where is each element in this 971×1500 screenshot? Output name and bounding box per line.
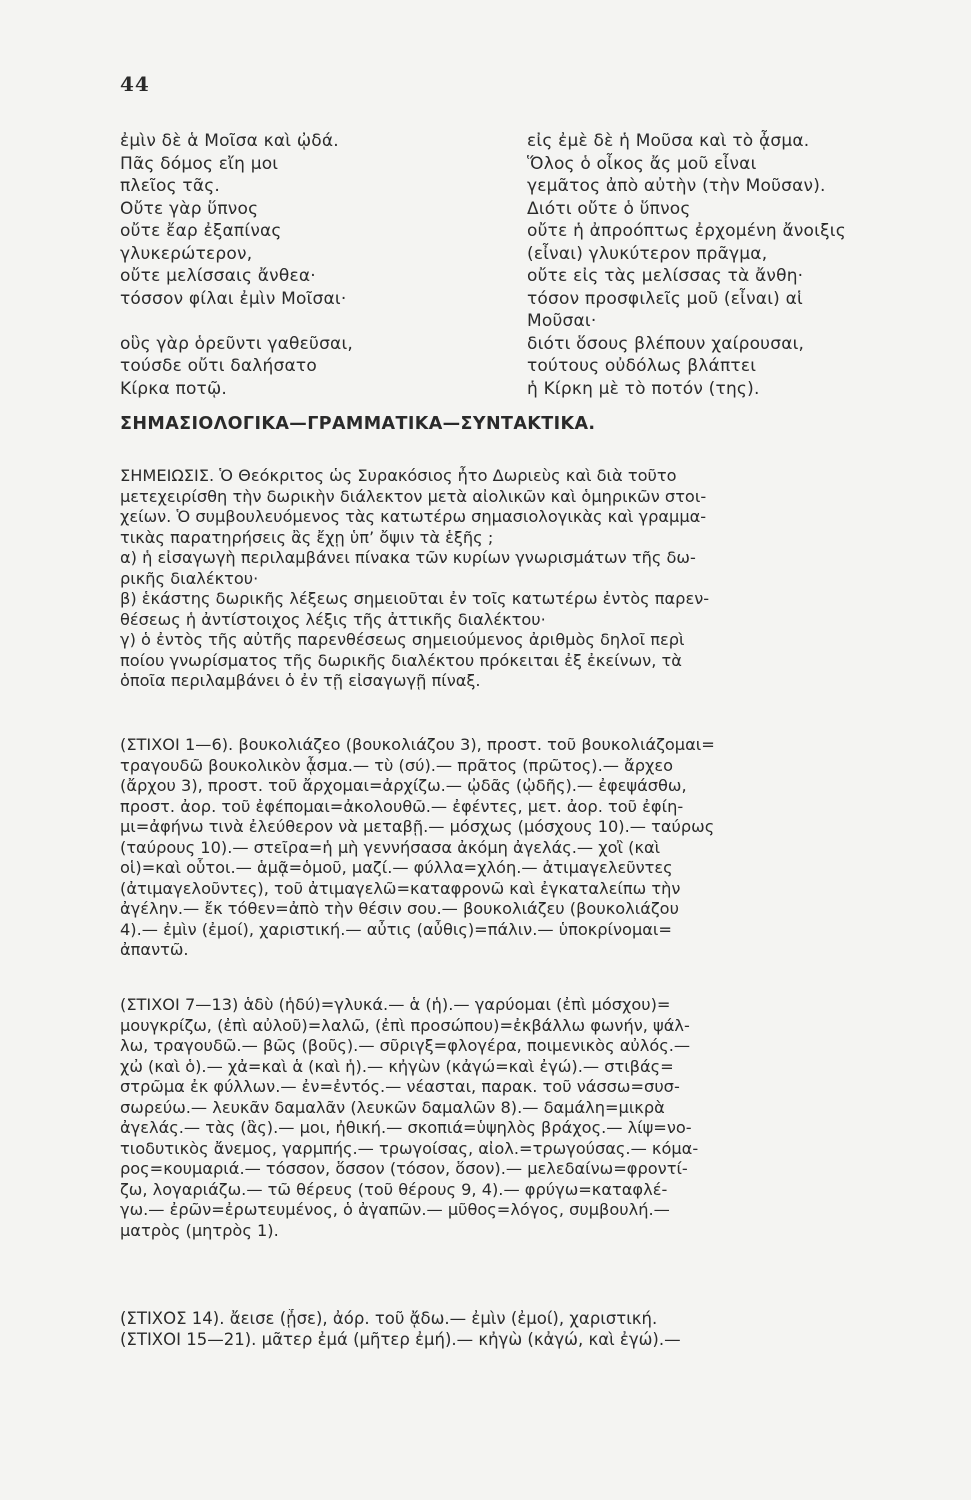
notes-paragraph xyxy=(120,466,940,692)
translation-line: Μοῦσαι· xyxy=(527,311,597,331)
verses-7-13-glossary xyxy=(120,995,940,1241)
notes-line: χείων. Ὁ συμβουλευόμενος τὰς κατωτέρω σημασιολογικὰς καὶ γραμμα- xyxy=(120,507,707,526)
notes-line: α) ἡ εἰσαγωγὴ περιλαμβάνει πίνακα τῶν κυρίων γνωρισμάτων τῆς δω- xyxy=(120,548,696,567)
page-number: 44 xyxy=(120,72,150,96)
glossary-line: (ΣΤΙΧΟΣ 14). ἄεισε (ᾖσε), ἀόρ. τοῦ ᾄδω.— ἐμὶν (ἐμοί), χαριστική. xyxy=(120,1309,658,1328)
translation-line: (εἶναι) γλυκύτερον πρᾶγμα, xyxy=(527,243,768,264)
glossary-line: ζω, λογαριάζω.— τῶ θέρευς (τοῦ θέρους 9, 4).— φρύγω=καταφλέ- xyxy=(120,1179,668,1199)
glossary-line: γω.— ἐρῶν=ἐρωτευμένος, ὁ ἀγαπῶν.— μῦθος=λόγος, συμβουλή.— xyxy=(120,1200,670,1219)
glossary-line: (ἄρχου 3), προστ. τοῦ ἄρχομαι=ἀρχίζω.— ᾠδᾶς (ᾠδῆς).— ἐφεψάσθω, xyxy=(120,776,687,795)
poem-line: Κίρκα ποτῷ. xyxy=(120,378,228,399)
notes-line: γ) ὁ ἐντὸς τῆς αὐτῆς παρενθέσεως σημειούμενος ἀριθμὸς δηλοῖ περὶ xyxy=(120,630,685,649)
glossary-line: σωρεύω.— λευκᾶν δαμαλᾶν (λευκῶν δαμαλῶν 8).— δαμάλη=μικρὰ xyxy=(120,1097,665,1117)
translation-line: τόσον προσφιλεῖς μοῦ (εἶναι) αἱ xyxy=(527,288,803,309)
notes-line: β) ἑκάστης δωρικῆς λέξεως σημειοῦται ἐν τοῖς κατωτέρω ἐντὸς παρεν- xyxy=(120,589,710,608)
poem-line: ἐμὶν δὲ ἁ Μοῖσα καὶ ᾠδά. xyxy=(120,131,339,151)
glossary-line: τιοδυτικὸς ἄνεμος, γαρμπής.— τρωγοίσας, αἰολ.=τρωγούσας.— κόμα- xyxy=(120,1138,699,1158)
glossary-line: μι=ἀφήνω τινὰ ἐλεύθερον νὰ μεταβῇ.— μόσχως (μόσχους 10).— ταύρως xyxy=(120,817,715,836)
poem-line: Πᾶς δόμος εἴη μοι xyxy=(120,153,279,174)
notes-line: θέσεως ἡ ἀντίστοιχος λέξις τῆς ἀττικῆς διαλέκτου· xyxy=(120,609,546,629)
glossary-line: ἀγελάς.— τὰς (ἃς).— μοι, ἠθική.— σκοπιά=ὑψηλὸς βράχος.— λίψ=νο- xyxy=(120,1118,692,1137)
glossary-line: (ταύρους 10).— στεῖρα=ἡ μὴ γεννήσασα ἀκόμη ἀγελάς.— χοἲ (καὶ xyxy=(120,837,661,857)
poem-line-blank xyxy=(120,310,500,333)
poem-original-column xyxy=(120,130,500,400)
translation-line: Ὅλος ὁ οἶκος ἄς μοῦ εἶναι xyxy=(527,153,757,174)
translation-line: οὔτε εἰς τὰς μελίσσας τὰ ἄνθη· xyxy=(527,266,804,286)
verses-15-21-glossary xyxy=(120,1330,940,1351)
glossary-line: (ΣΤΙΧΟΙ 1—6). βουκολιάζεο (βουκολιάζου 3), προστ. τοῦ βουκολιάζομαι= xyxy=(120,735,715,754)
poem-line: οὔτε ἔαρ ἐξαπίνας xyxy=(120,221,282,241)
glossary-line: οἱ)=καὶ οὗτοι.— ἁμᾷ=ὁμοῦ, μαζί.— φύλλα=χλόη.— ἀτιμαγελεῦντες xyxy=(120,858,673,877)
translation-line: Διότι οὔτε ὁ ὕπνος xyxy=(527,198,691,219)
notes-line: ὁποῖα περιλαμβάνει ὁ ἐν τῇ εἰσαγωγῇ πίναξ. xyxy=(120,671,481,690)
glossary-line: 4).— ἐμὶν (ἐμοί), χαριστική.— αὖτις (αὖθις)=πάλιν.— ὑποκρίνομαι= xyxy=(120,919,672,939)
notes-line: ΣΗΜΕΙΩΣΙΣ. Ὁ Θεόκριτος ὡς Συρακόσιος ἦτο Δωριεὺς καὶ διὰ τοῦτο xyxy=(120,466,677,485)
notes-line: ρικῆς διαλέκτου· xyxy=(120,568,259,588)
glossary-line: (ἀτιμαγελοῦντες), τοῦ ἀτιμαγελῶ=καταφρονῶ καὶ ἐγκαταλείπω τὴν xyxy=(120,878,681,898)
poem-line: οὔτε μελίσσαις ἄνθεα· xyxy=(120,266,316,286)
glossary-line: (ΣΤΙΧΟΙ 7—13) ἁδὺ (ἡδύ)=γλυκά.— ἁ (ἡ).— γαρύομαι (ἐπὶ μόσχου)= xyxy=(120,995,671,1014)
glossary-line: λω, τραγουδῶ.— βῶς (βοῦς).— σῦριγξ=φλογέρα, ποιμενικὸς αὐλός.— xyxy=(120,1036,691,1055)
translation-line: οὔτε ἡ ἀπροόπτως ἐρχομένη ἄνοιξις xyxy=(527,221,846,241)
glossary-line: ρος=κουμαριά.— τόσσον, ὅσσον (τόσον, ὅσον).— μελεδαίνω=φροντί- xyxy=(120,1159,688,1178)
glossary-line: (ΣΤΙΧΟΙ 15—21). μᾶτερ ἐμά (μῆτερ ἐμή).— κἠγὼ (κἀγώ, καὶ ἐγώ).— xyxy=(120,1330,681,1349)
poem-line: τούσδε οὔτι δαλήσατο xyxy=(120,356,317,376)
notes-line: μετεχειρίσθη τὴν δωρικὴν διάλεκτον μετὰ αἰολικῶν καὶ ὁμηρικῶν στοι- xyxy=(120,486,707,506)
poem-line: οὓς γὰρ ὁρεῦντι γαθεῦσαι, xyxy=(120,333,354,354)
translation-line: τούτους οὐδόλως βλάπτει xyxy=(527,356,757,376)
notes-line: ποίου γνωρίσματος τῆς δωρικῆς διαλέκτου πρόκειται ἐξ ἐκείνων, τὰ xyxy=(120,650,682,670)
glossary-line: ἀπαντῶ. xyxy=(120,940,189,959)
translation-line: εἰς ἐμὲ δὲ ἡ Μοῦσα καὶ τὸ ᾆσμα. xyxy=(527,131,810,151)
translation-line: διότι ὅσους βλέπουν χαίρουσαι, xyxy=(527,333,805,354)
translation-line: ἡ Κίρκη μὲ τὸ ποτόν (της). xyxy=(527,378,760,399)
poem-line: γλυκερώτερον, xyxy=(120,243,253,264)
glossary-line: μουγκρίζω, (ἐπὶ αὐλοῦ)=λαλῶ, (ἐπὶ προσώπου)=ἐκβάλλω φωνήν, ψάλ- xyxy=(120,1015,690,1035)
verses-1-6-glossary xyxy=(120,735,940,961)
glossary-line: τραγουδῶ βουκολικὸν ᾆσμα.— τὺ (σύ).— πρᾶτος (πρῶτος).— ἄρχεο xyxy=(120,755,674,775)
translation-line: γεμᾶτος ἀπὸ αὐτὴν (τὴν Μοῦσαν). xyxy=(527,176,826,196)
notes-line: τικὰς παρατηρήσεις ἂς ἔχῃ ὑπ’ ὄψιν τὰ ἑξῆς ; xyxy=(120,527,494,547)
poem-line: Οὔτε γὰρ ὕπνος xyxy=(120,198,259,219)
glossary-line: ματρὸς (μητρὸς 1). xyxy=(120,1220,279,1240)
section-heading: ΣΗΜΑΣΙΟΛΟΓΙΚΑ—ΓΡΑΜΜΑΤΙΚΑ—ΣΥΝΤΑΚΤΙΚΑ. xyxy=(120,414,596,434)
poem-translation-column xyxy=(527,130,947,400)
glossary-line: χὠ (καὶ ὁ).— χἀ=καὶ ἁ (καὶ ἡ).— κἠγὼν (κἀγώ=καὶ ἐγώ).— στιβάς= xyxy=(120,1056,674,1076)
glossary-line: ἀγέλην.— ἔκ τόθεν=ἀπὸ τὴν θέσιν σου.— βουκολιάζευ (βουκολιάζου xyxy=(120,899,679,918)
poem-line: τόσσον φίλαι ἐμὶν Μοῖσαι· xyxy=(120,288,347,309)
glossary-line: προστ. ἀορ. τοῦ ἐφέπομαι=ἀκολουθῶ.— ἐφέντες, μετ. ἀορ. τοῦ ἐφίη- xyxy=(120,796,684,816)
verse-14-glossary xyxy=(120,1309,940,1330)
poem-line: πλεῖος τᾶς. xyxy=(120,176,221,196)
glossary-line: στρῶμα ἐκ φύλλων.— ἐν=ἐντός.— νέασται, παρακ. τοῦ νάσσω=συσ- xyxy=(120,1077,680,1096)
